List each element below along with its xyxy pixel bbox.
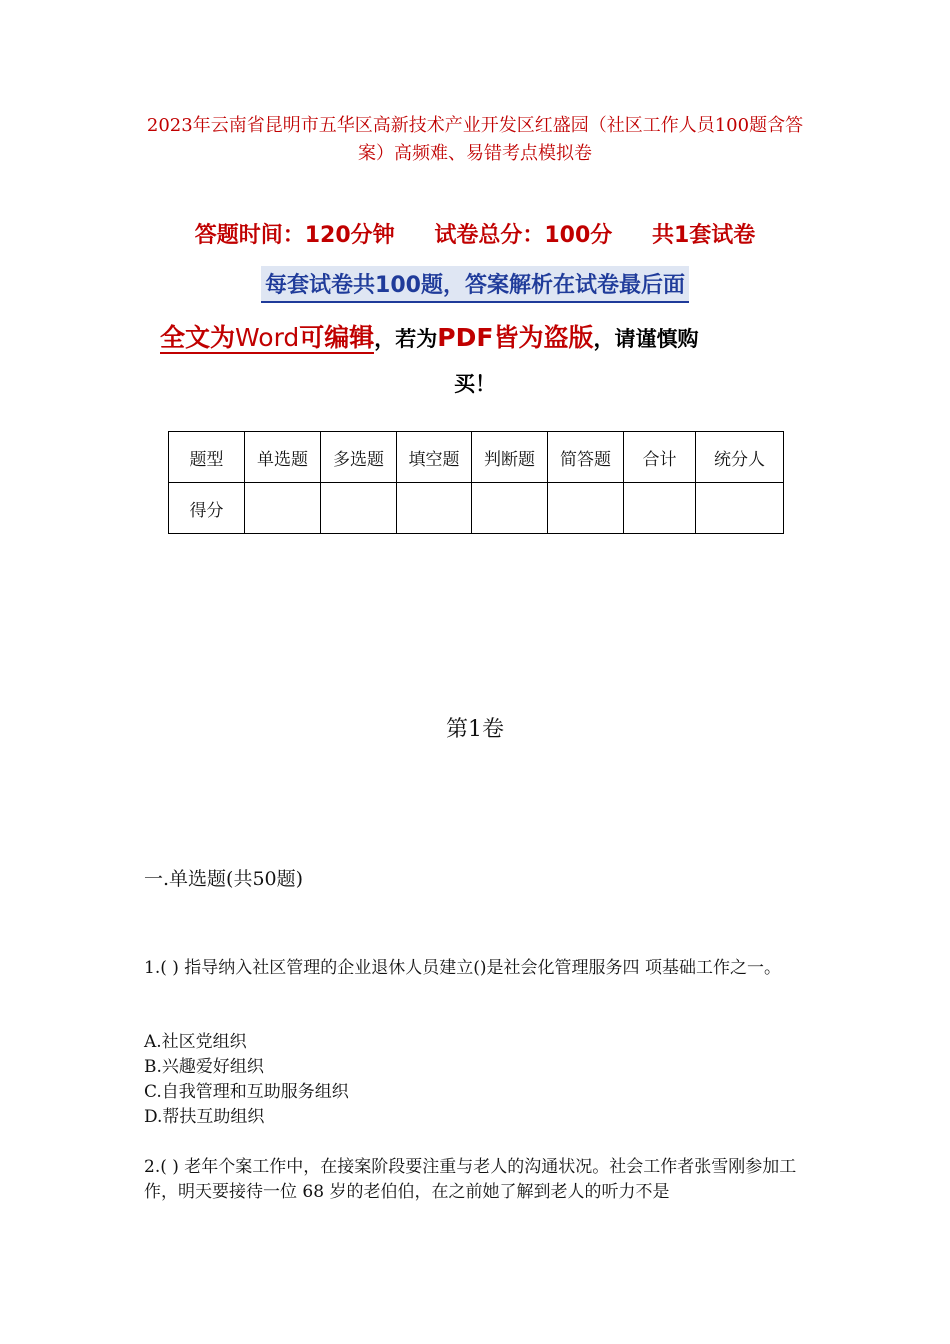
warning-word: Word (235, 323, 300, 352)
header-cell-type: 题型 (169, 432, 245, 483)
answer-notice-text: 每套试卷共100题，答案解析在试卷最后面 (261, 266, 689, 303)
score-cell (245, 483, 321, 534)
question-1-options (144, 1030, 349, 1130)
piracy-warning (160, 310, 800, 369)
exam-info (0, 218, 950, 249)
warning-part-1: 全文为 (160, 323, 236, 352)
header-cell-short: 简答题 (548, 432, 624, 483)
warning-pirated: 皆为盗版 (493, 323, 594, 352)
warning-end: 买！ (454, 372, 496, 396)
warning-part-7: ，请谨慎购 (593, 327, 699, 351)
warning-pdf: PDF (437, 323, 494, 352)
header-cell-fill: 填空题 (397, 432, 472, 483)
exam-total-score: 试卷总分：100分 (434, 223, 613, 248)
header-cell-judge: 判断题 (472, 432, 548, 483)
header-cell-multi: 多选题 (321, 432, 397, 483)
warning-part-4: ，若为 (374, 327, 438, 351)
score-cell (696, 483, 784, 534)
answer-notice (0, 266, 950, 303)
header-cell-total: 合计 (624, 432, 696, 483)
score-cell (548, 483, 624, 534)
header-cell-single: 单选题 (245, 432, 321, 483)
volume-title: 第1卷 (446, 717, 504, 742)
question-1: 1.( ) 指导纳入社区管理的企业退休人员建立()是社会化管理服务四 项基础工作之一。 (144, 958, 781, 978)
score-table-header-row (169, 432, 784, 483)
score-table (168, 431, 784, 534)
option-b: B.兴趣爱好组织 (144, 1057, 264, 1077)
option-c: C.自我管理和互助服务组织 (144, 1082, 349, 1102)
section-title: 一.单选题(共50题) (144, 868, 304, 890)
option-a: A.社区党组织 (144, 1032, 247, 1052)
warning-editable: 可编辑 (299, 323, 375, 352)
exam-set-count: 共1套试卷 (651, 223, 756, 248)
score-cell (397, 483, 472, 534)
question-2: 2.( ) 老年个案工作中，在接案阶段要注重与老人的沟通状况。社会工作者张雪刚参加工作，明天要接待一位 68 岁的老伯伯，在之前她了解到老人的听力不是 (144, 1157, 797, 1202)
page-title: 2023年云南省昆明市五华区高新技术产业开发区红盛园（社区工作人员100题含答案）高频难、易错考点模拟卷 (146, 115, 804, 164)
score-cell (472, 483, 548, 534)
option-d: D.帮扶互助组织 (144, 1107, 265, 1127)
score-cell (624, 483, 696, 534)
header-cell-grader: 统分人 (696, 432, 784, 483)
score-table-score-row (169, 483, 784, 534)
score-cell (321, 483, 397, 534)
exam-duration: 答题时间：120分钟 (194, 223, 395, 248)
row-label-score: 得分 (169, 483, 245, 534)
